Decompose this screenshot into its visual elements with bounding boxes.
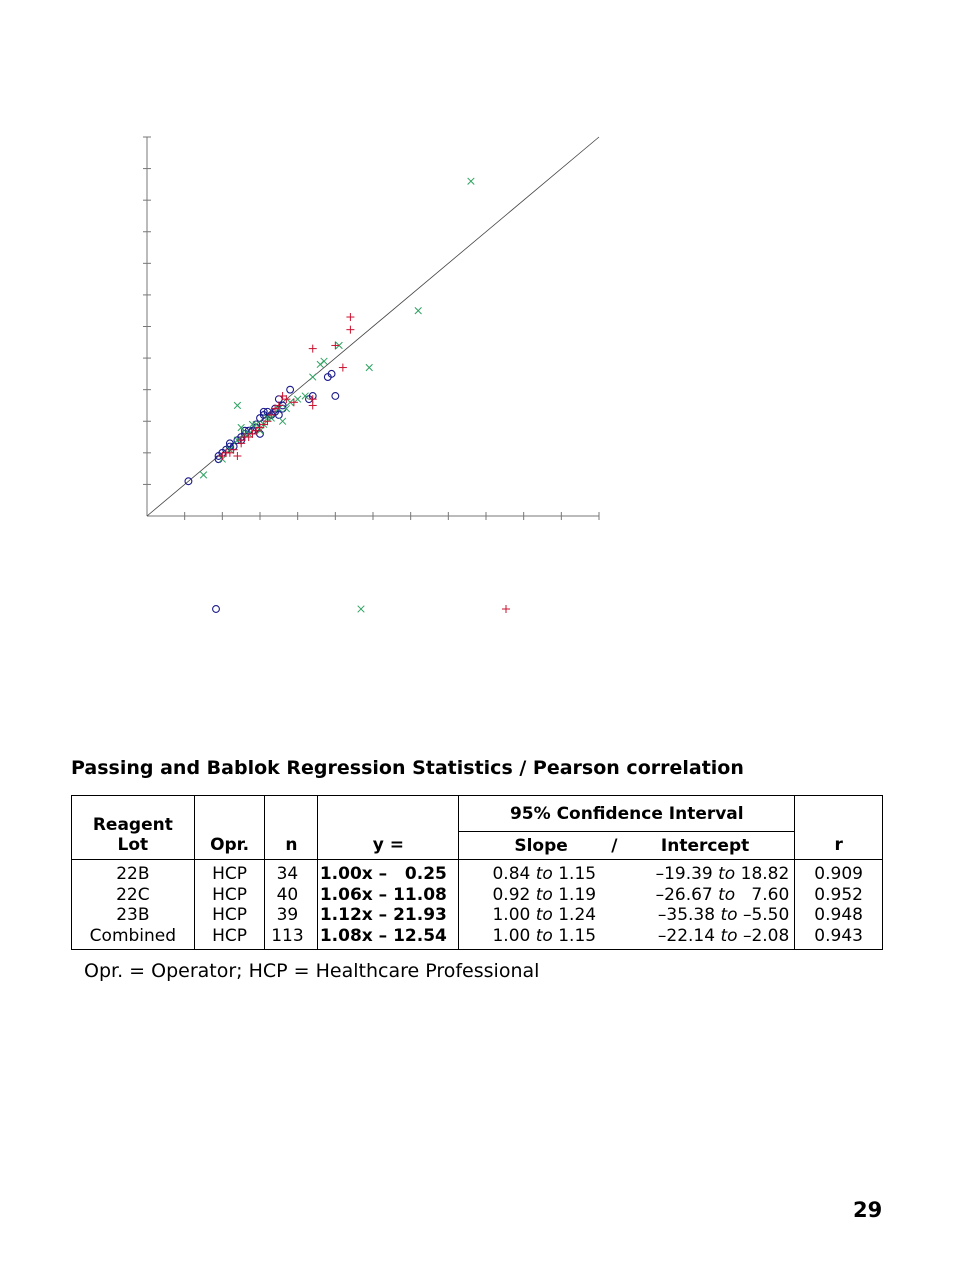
slope-low: 1.00 bbox=[492, 925, 531, 946]
intercept-low: –35.38 bbox=[657, 905, 716, 925]
row-lot: 22C bbox=[116, 884, 150, 905]
col-opr bbox=[194, 860, 265, 950]
data-point-circle bbox=[332, 393, 339, 400]
slope-to: to bbox=[535, 864, 553, 884]
row-equation: 1.12x – 21.93 bbox=[319, 905, 447, 925]
slope-to: to bbox=[535, 884, 553, 905]
data-point-x bbox=[468, 178, 475, 185]
row-lot: 23B bbox=[116, 905, 150, 925]
row-operator: HCP bbox=[212, 905, 248, 925]
row-operator: HCP bbox=[212, 925, 248, 946]
header-intercept: Intercept bbox=[660, 835, 750, 856]
row-equation: 1.06x – 11.08 bbox=[319, 884, 447, 905]
row-operator: HCP bbox=[212, 884, 248, 905]
slope-high: 1.15 bbox=[558, 925, 597, 946]
intercept-to: to bbox=[718, 884, 736, 905]
row-r: 0.943 bbox=[814, 925, 863, 946]
row-slope-range bbox=[469, 885, 619, 906]
data-point-x bbox=[366, 364, 373, 371]
data-point-x bbox=[294, 396, 301, 403]
header-slash: / bbox=[611, 835, 618, 856]
row-ci bbox=[459, 864, 794, 885]
intercept-high: 18.82 bbox=[740, 864, 790, 884]
col-r bbox=[795, 860, 883, 950]
col-ci bbox=[459, 860, 795, 950]
row-lot: Combined bbox=[89, 925, 177, 946]
data-point-plus bbox=[346, 313, 354, 321]
intercept-low: –26.67 bbox=[655, 884, 713, 905]
data-point-x bbox=[321, 358, 328, 365]
header-reagent-lot: Reagent Lot bbox=[72, 796, 195, 860]
row-intercept-range bbox=[619, 926, 789, 947]
row-n: 39 bbox=[276, 905, 299, 925]
data-point-plus bbox=[233, 452, 241, 460]
data-point-x bbox=[309, 374, 316, 381]
row-r: 0.948 bbox=[814, 905, 863, 925]
intercept-high: –5.50 bbox=[742, 905, 790, 925]
row-r: 0.952 bbox=[814, 884, 863, 905]
slope-high: 1.19 bbox=[558, 884, 597, 905]
row-ci bbox=[459, 926, 794, 947]
page-number: 29 bbox=[853, 1198, 883, 1222]
row-equation: 1.00x – 0.25 bbox=[319, 864, 447, 884]
data-point-x bbox=[415, 307, 422, 314]
legend-marker-plus bbox=[502, 605, 510, 613]
regression-stats-table bbox=[71, 795, 883, 950]
row-n: 40 bbox=[276, 884, 299, 905]
section-title: Passing and Bablok Regression Statistics / Pearson correlation bbox=[71, 757, 744, 779]
slope-low: 1.00 bbox=[492, 905, 531, 925]
col-lot bbox=[72, 860, 195, 950]
header-operator: Opr. bbox=[194, 796, 265, 860]
legend-marker-x bbox=[358, 606, 365, 613]
row-intercept-range bbox=[619, 885, 789, 906]
slope-low: 0.84 bbox=[492, 864, 531, 884]
row-ci bbox=[459, 885, 794, 906]
slope-high: 1.15 bbox=[558, 864, 597, 884]
intercept-to: to bbox=[720, 905, 738, 925]
row-ci bbox=[459, 905, 794, 926]
row-intercept-range bbox=[619, 864, 789, 885]
col-n bbox=[265, 860, 318, 950]
data-point-plus bbox=[339, 364, 347, 372]
row-equation: 1.08x – 12.54 bbox=[319, 925, 447, 946]
data-point-x bbox=[234, 402, 241, 409]
chart-marks bbox=[185, 178, 474, 485]
intercept-low: –22.14 bbox=[657, 925, 716, 946]
col-equation bbox=[318, 860, 459, 950]
chart-axes bbox=[143, 137, 599, 520]
chart-legend bbox=[213, 605, 510, 613]
row-operator: HCP bbox=[212, 864, 248, 884]
slope-to: to bbox=[535, 925, 553, 946]
data-point-plus bbox=[309, 345, 317, 353]
row-slope-range bbox=[469, 864, 619, 885]
header-n: n bbox=[265, 796, 318, 860]
intercept-low: –19.39 bbox=[655, 864, 713, 884]
slope-high: 1.24 bbox=[558, 905, 597, 925]
row-slope-range bbox=[469, 905, 619, 926]
row-n: 34 bbox=[276, 864, 299, 884]
header-equation: y = bbox=[318, 796, 459, 860]
slope-to: to bbox=[535, 905, 553, 925]
data-point-x bbox=[200, 472, 207, 479]
header-r: r bbox=[795, 796, 883, 860]
row-r: 0.909 bbox=[814, 864, 863, 884]
data-point-circle bbox=[287, 386, 294, 393]
row-slope-range bbox=[469, 926, 619, 947]
intercept-to: to bbox=[718, 864, 736, 884]
header-confidence-interval: 95% Confidence Interval bbox=[459, 796, 795, 832]
legend-marker-circle bbox=[213, 606, 220, 613]
footnote: Opr. = Operator; HCP = Healthcare Professional bbox=[84, 960, 540, 982]
data-point-plus bbox=[346, 326, 354, 334]
data-point-plus bbox=[331, 341, 339, 349]
intercept-to: to bbox=[720, 925, 738, 946]
slope-low: 0.92 bbox=[492, 884, 531, 905]
intercept-high: 7.60 bbox=[740, 884, 790, 905]
row-intercept-range bbox=[619, 905, 789, 926]
header-slope: Slope bbox=[514, 835, 568, 856]
header-slope-intercept bbox=[459, 832, 795, 860]
data-point-x bbox=[279, 418, 286, 425]
intercept-high: –2.08 bbox=[742, 925, 790, 946]
row-n: 113 bbox=[271, 925, 304, 946]
row-lot: 22B bbox=[116, 864, 150, 884]
